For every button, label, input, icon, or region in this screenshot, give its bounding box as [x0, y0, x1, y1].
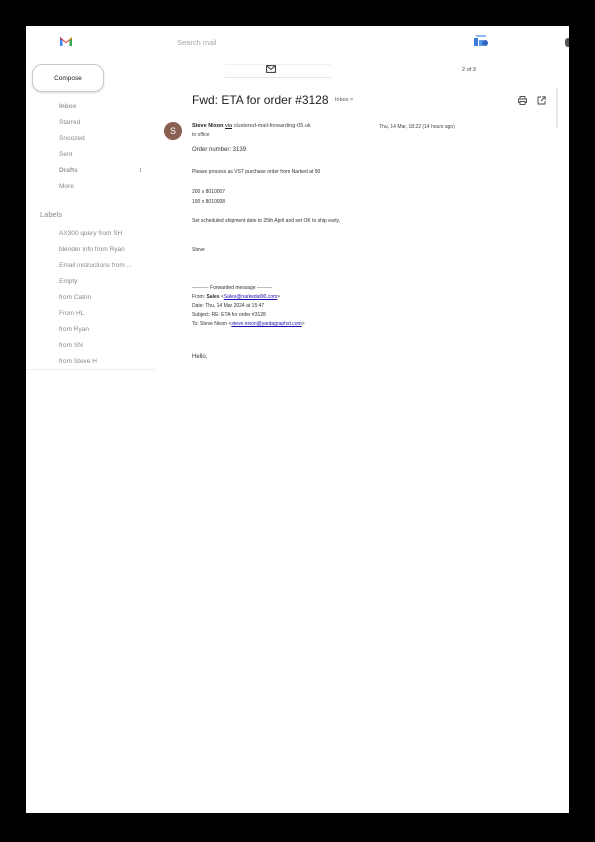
- sidebar-item-drafts[interactable]: Drafts: [59, 167, 78, 174]
- message-date: Thu, 14 Mar, 18:22 (14 hours ago): [379, 124, 455, 130]
- body-signoff: Steve: [192, 247, 205, 253]
- forwarded-from-email[interactable]: Sales@narkedat90.com: [223, 294, 278, 300]
- sidebar-label[interactable]: from Steve H: [59, 358, 97, 365]
- sidebar-item-snoozed[interactable]: Snoozed: [59, 135, 85, 142]
- open-in-new-window-icon[interactable]: [537, 96, 546, 105]
- gmail-window: [26, 26, 569, 813]
- sidebar-item-more[interactable]: More: [59, 183, 74, 190]
- forwarded-marker: ---------- Forwarded message ---------: [192, 285, 272, 291]
- sidebar-label[interactable]: from SN: [59, 342, 83, 349]
- sender-domain: clustered-mail-forwarding-05.uk: [233, 123, 311, 129]
- forwarded-date: Date: Thu, 14 Mar 2024 at 15:47: [192, 303, 265, 309]
- print-icon[interactable]: [518, 96, 527, 105]
- drafts-count: 1: [139, 168, 143, 174]
- profile-logo-icon[interactable]: [473, 34, 489, 48]
- compose-button[interactable]: Compose: [32, 64, 104, 92]
- body-item: 200 x 8010007: [192, 189, 226, 195]
- body-line: Set scheduled shipment date to 25th April and set OK to ship early.: [192, 218, 341, 224]
- inbox-label-chip[interactable]: Inbox ×: [335, 97, 354, 103]
- forwarded-to-prefix: To: Steve Nixon <: [192, 321, 232, 327]
- scrollbar[interactable]: [556, 88, 558, 128]
- message-toolbar: [225, 64, 331, 78]
- body-greeting: Hello,: [192, 354, 208, 360]
- forwarded-from-name: Sales: [206, 294, 220, 300]
- sidebar-label[interactable]: From HL: [59, 310, 85, 317]
- profile-edge-icon[interactable]: [565, 38, 569, 47]
- sidebar-label[interactable]: from Ryan: [59, 326, 89, 333]
- via-link[interactable]: via: [225, 123, 233, 129]
- forwarded-to: To: Steve Nixon <steve.nixon@yardagraphst.com>: [192, 321, 305, 327]
- forwarded-from: From: Sales <Sales@narkedat90.com>: [192, 294, 281, 300]
- body-order-number: Order number: 3139: [192, 147, 247, 153]
- mail-icon[interactable]: [266, 65, 276, 73]
- sidebar-label[interactable]: blender info from Ryan: [59, 246, 125, 253]
- recipient-line[interactable]: to office: [192, 132, 210, 138]
- sidebar-label[interactable]: from Catrin: [59, 294, 92, 301]
- forwarded-to-email[interactable]: steve.nixon@yardagraphst.com: [231, 321, 302, 327]
- sidebar-item-inbox[interactable]: Inbox: [59, 103, 77, 110]
- pagination-count: 2 of 3: [462, 67, 476, 73]
- forwarded-subject: Subject: RE: ETA for order #3128: [192, 312, 266, 318]
- sender-avatar[interactable]: S: [164, 122, 182, 140]
- sidebar-item-sent[interactable]: Sent: [59, 151, 73, 158]
- sidebar-label[interactable]: Email instructions from ...: [59, 262, 132, 269]
- sender-line: [192, 123, 311, 129]
- body-item: 100 x 8010008: [192, 199, 226, 205]
- sidebar-item-starred[interactable]: Starred: [59, 119, 81, 126]
- message-subject: Fwd: ETA for order #3128: [192, 93, 329, 107]
- body-line: Please process as VST purchase order from Narked at 90: [192, 169, 321, 175]
- sender-name[interactable]: Steve Nixon: [192, 123, 224, 129]
- sidebar-label[interactable]: Empty: [59, 278, 78, 285]
- forwarded-from-prefix: From:: [192, 294, 207, 300]
- sidebar-divider: [26, 369, 156, 370]
- sidebar-label[interactable]: AX300 query from SH: [59, 230, 123, 237]
- search-input[interactable]: Search mail: [177, 38, 217, 47]
- labels-heading: Labels: [40, 210, 63, 219]
- gmail-logo-icon[interactable]: [59, 35, 73, 47]
